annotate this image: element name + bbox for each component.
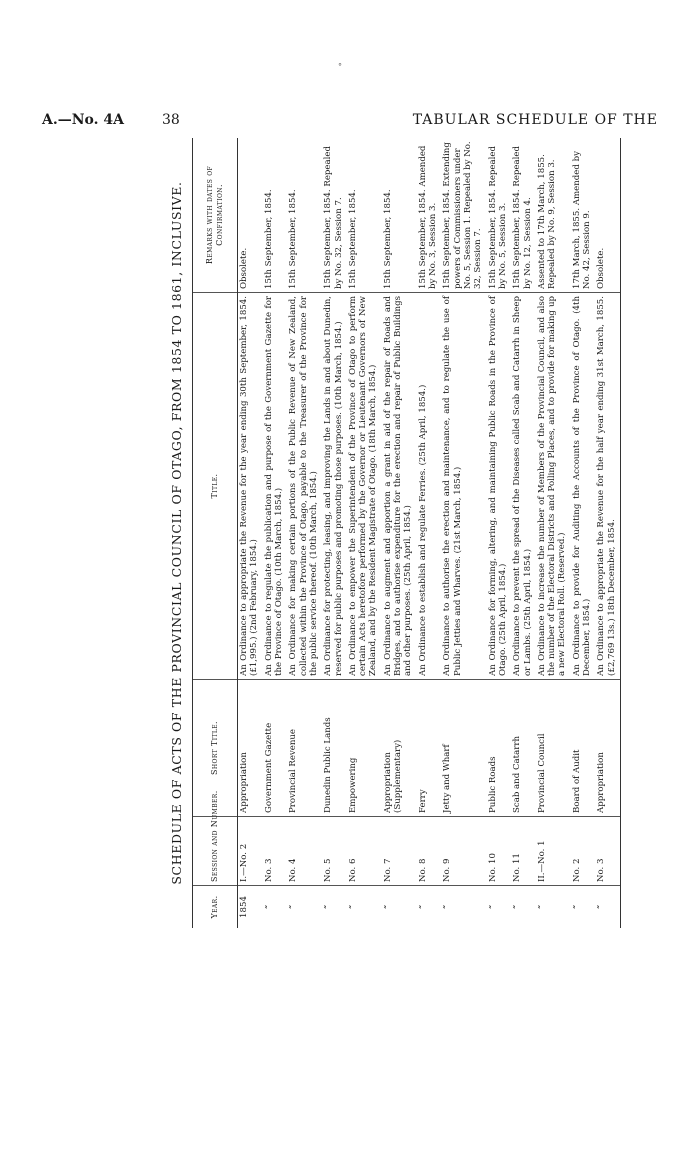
cell-remarks: 15th September, 1854. Repealed by No. 5, Session 3. [487,138,512,293]
cell-session-number: II.—No. 1 [536,817,571,886]
cell-short-title: Provincial Council [536,680,571,817]
table-row [417,138,442,928]
cell-remarks: 15th September, 1854. [347,138,382,293]
running-head: TABULAR SCHEDULE OF THE [412,112,658,128]
cell-session-number: No. 4 [287,817,322,886]
schedule-table [192,138,621,928]
cell-session-number: No. 7 [382,817,417,886]
header-year: Year. [193,886,238,929]
cell-year: “ [263,904,274,910]
cell-title: An Ordinance to establish and regulate Ferries. (25th April, 1854.) [417,293,442,680]
table-row [238,138,263,928]
header-session: Session and Number. [193,817,238,886]
table-row [382,138,417,928]
cell-year: “ [595,886,620,929]
cell-year: “ [288,904,299,910]
table-row [511,138,536,928]
cell-session-number: No. 6 [347,817,382,886]
cell-short-title: Appropriation (Supplementary) [382,680,417,817]
cell-year: “ [512,904,523,910]
cell-remarks: 17th March, 1855. Amended by No. 42, Session 9. [571,138,596,293]
table-row [487,138,512,928]
cell-remarks: 15th September, 1854. Extending powers of Commissioners under No. 5, Session 1. Repealed by No. 32, Session 7. [441,138,486,293]
cell-title: An Ordinance to appropriate the Revenue for the year ending 30th September, 1854. (£1,995.) (2nd February, 1854.) [238,293,263,680]
cell-session-number: No. 3 [263,817,288,886]
cell-year: 1854 [239,896,249,918]
page-header [42,112,658,134]
printer-mark: ° [338,62,342,71]
cell-session-number: No. 3 [595,817,620,886]
cell-remarks: 15th September, 1854. Amended by No. 3, Session 3. [417,138,442,293]
cell-year: “ [417,904,428,910]
cell-remarks: 15th September, 1854. [287,138,322,293]
cell-short-title: Empowering [347,680,382,817]
cell-title: An Ordinance for forming, altering, and maintaining Public Roads in the Province of Otago. (25th April, 1854.) [487,293,512,680]
cell-year: “ [571,904,582,910]
cell-year: “ [382,904,393,910]
cell-short-title: Appropriation [595,680,620,817]
cell-remarks: 15th September, 1854. [382,138,417,293]
header-remarks: Remarks with dates of Confirmation. [193,138,238,293]
table-row [263,138,288,928]
cell-short-title: Board of Audit [571,680,596,817]
cell-year: “ [536,904,547,910]
cell-year: “ [347,904,358,910]
document-reference: A.—No. 4A [42,112,124,128]
cell-title: An Ordinance for protecting, leasing, and improving the Lands in and about Dunedin, reserved for public purposes and promoting those purposes. (10th March, 1854.) [322,293,347,680]
table-row [322,138,347,928]
cell-title: An Ordinance to empower the Superintendent of the Province of Otago to perform certain Acts heretofore performed by the Governor or Lieutenant Governors of New Zealand, and by the Resident Magistrate of Otago. (18th March, 1854.) [347,293,382,680]
cell-year: “ [323,904,334,910]
table-body [238,138,621,928]
cell-short-title: Jetty and Wharf [441,680,486,817]
cell-session-number: No. 10 [487,817,512,886]
cell-remarks: 15th September, 1854. Repealed by No. 32, Session 7. [322,138,347,293]
table-row [571,138,596,928]
cell-title: An Ordinance to augment and apportion a grant in aid of the repair of Roads and Bridges, and to authorise expenditure for the erection and repair of Public Buildings and other purposes. (25th April, 1854.) [382,293,417,680]
cell-short-title: Ferry [417,680,442,817]
cell-short-title: Public Roads [487,680,512,817]
cell-short-title: Scab and Catarrh [511,680,536,817]
cell-session-number: No. 9 [441,817,486,886]
cell-short-title: Provincial Revenue [287,680,322,817]
cell-remarks: Obsolete. [595,138,620,293]
cell-session-number: No. 2 [571,817,596,886]
cell-session-number: No. 5 [322,817,347,886]
cell-short-title: Dunedin Public Lands [322,680,347,817]
cell-title: An Ordinance to authorise the erection and maintenance, and to regulate the use of Public Jetties and Wharves. (21st March, 1854.) [441,293,486,680]
cell-title: An Ordinance to regulate the publication and purpose of the Government Gazette for the Province of Otago. (10th March, 1854.) [263,293,288,680]
table-row [536,138,571,928]
cell-title: An Ordinance to increase the number of Members of the Provincial Council, and also the number of the Electoral Districts and Polling Places, and to provide for making up a new Electoral Roll. (Reserved.) [536,293,571,680]
cell-year: “ [442,904,453,910]
table-row [347,138,382,928]
rotated-schedule [162,138,617,928]
cell-short-title: Appropriation [238,680,263,817]
cell-title: An Ordinance to provide for Auditing the Accounts of the Province of Otago. (4th December, 1854.) [571,293,596,680]
header-title: Title. [193,293,238,680]
cell-remarks: Obsolete. [238,138,263,293]
page-number: 38 [162,112,180,128]
header-short-title: Short Title. [193,680,238,817]
cell-remarks: 15th September, 1854. Repealed by No. 12, Session 4. [511,138,536,293]
cell-remarks: 15th September, 1854. [263,138,288,293]
cell-session-number: No. 11 [511,817,536,886]
cell-title: An Ordinance to appropriate the Revenue for the half year ending 31st March, 1855. (£2,769 13s.) 18th December, 1854. [595,293,620,680]
cell-year: “ [487,904,498,910]
cell-session-number: No. 8 [417,817,442,886]
header-row [193,138,238,928]
cell-short-title: Government Gazette [263,680,288,817]
table-row [441,138,486,928]
table-row [287,138,322,928]
cell-title: An Ordinance to prevent the spread of the Diseases called Scab and Catarrh in Sheep or Lambs. (25th April, 1854.) [511,293,536,680]
table-row [595,138,620,928]
cell-title: An Ordinance for making certain portions of the Public Revenue of New Zealand, collected within the Province of Otago, payable to the Treasurer of the Province for the public service thereof. (10th March, 1854.) [287,293,322,680]
cell-session-number: I.—No. 2 [238,817,263,886]
table-title: SCHEDULE OF ACTS OF THE PROVINCIAL COUNCIL OF OTAGO, FROM 1854 TO 1861, INCLUSIVE. [169,181,184,885]
cell-remarks: Assented to 17th March, 1855. Repealed by No. 9, Session 3. [536,138,571,293]
